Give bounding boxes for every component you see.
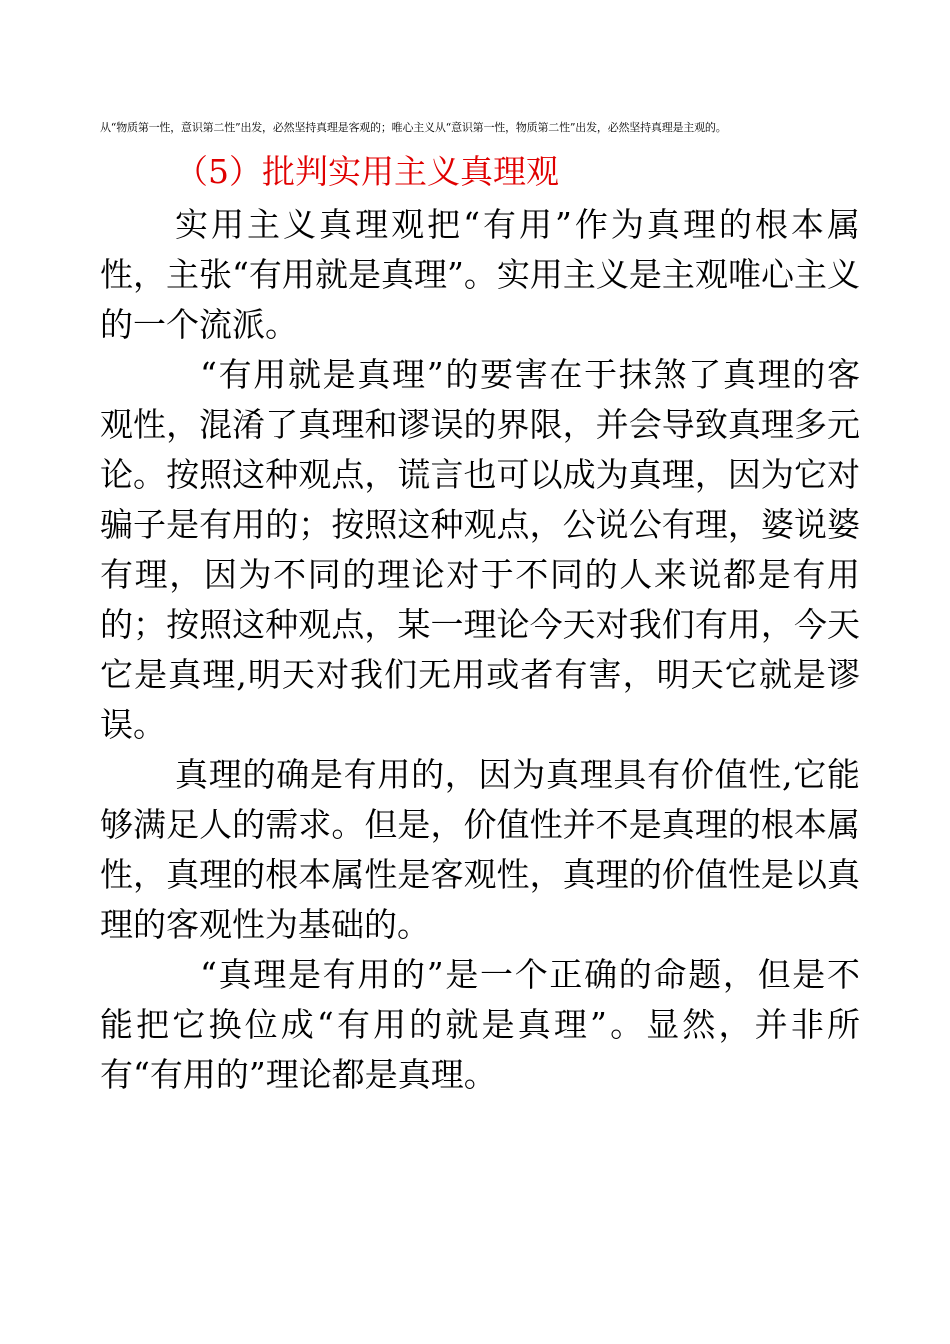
- top-note: 从“物质第一性，意识第二性”出发，必然坚持真理是客观的；唯心主义从“意识第一性，物质第二性”出发，必然坚持真理是主观的。: [100, 121, 727, 134]
- paragraph-3: 真理的确是有用的，因为真理具有价值性,它能够满足人的需求。但是，价值性并不是真理的根本属性，真理的根本属性是客观性，真理的价值性是以真理的客观性为基础的。: [100, 755, 860, 944]
- paragraph-1: 实用主义真理观把“有用”作为真理的根本属性，主张“有用就是真理”。实用主义是主观唯心主义的一个流派。: [100, 205, 860, 344]
- body-text: [100, 200, 860, 1100]
- paragraph-2: “有用就是真理”的要害在于抹煞了真理的客观性，混淆了真理和谬误的界限，并会导致真理多元论。按照这种观点，谎言也可以成为真理，因为它对骗子是有用的；按照这种观点，公说公有理，婆说婆有理，因为不同的理论对于不同的人来说都是有用的；按照这种观点，某一理论今天对我们有用，今天它是真理,明天对我们无用或者有害，明天它就是谬误。: [100, 355, 860, 744]
- paragraph-4: “真理是有用的”是一个正确的命题，但是不能把它换位成“有用的就是真理”。显然，并非所有“有用的”理论都是真理。: [100, 955, 860, 1094]
- section-heading: （5）批判实用主义真理观: [175, 152, 559, 191]
